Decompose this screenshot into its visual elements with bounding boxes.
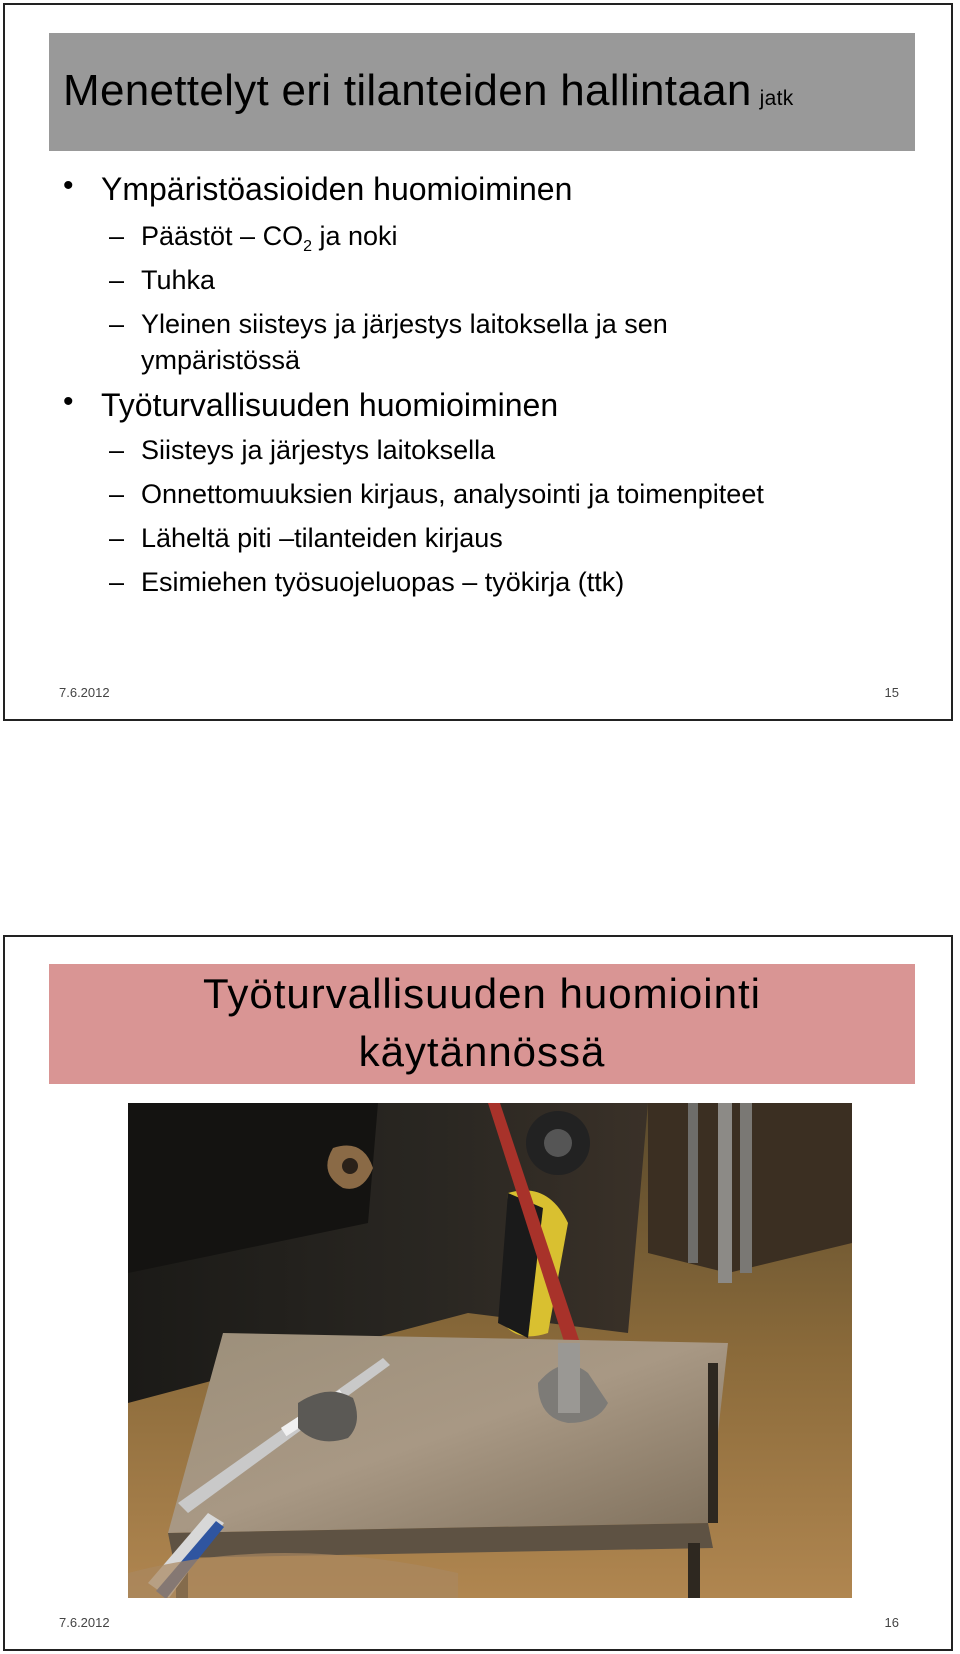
title-bar	[49, 964, 915, 1084]
workshop-photo	[128, 1103, 852, 1598]
page-number: 16	[884, 1615, 899, 1630]
slide-15: Menettelyt eri tilanteiden hallintaan jatk • Ympäristöasioiden huomioiminen – Päästöt – $CO_2$ ja noki – Tuhka – Yleinen siisteys ja järjestys laitoksella ja sen ympäristössä • Työturvallisuuden huomioiminen – Siisteys ja järjestys laitoksella – Onnettomuuksien kirjaus, analysointi ja toimenpiteet – Läheltä piti –tilanteiden kirjaus – Esimiehen työsuojeluopas – työkirja (ttk) 7.6.2012 15	[3, 3, 953, 721]
dash-marker: –	[109, 479, 125, 509]
bullet-dot: •	[63, 385, 74, 418]
slide-title-line1: Työturvallisuuden huomiointi	[203, 970, 761, 1017]
dash-marker: –	[109, 309, 125, 339]
bullet-dot: •	[63, 169, 74, 202]
dash-marker: –	[109, 265, 125, 295]
title-bar	[49, 33, 915, 151]
slide-title: Menettelyt eri tilanteiden hallintaan jatk	[63, 66, 794, 115]
footer-date: 7.6.2012	[59, 1615, 110, 1630]
slide-title-line2: käytännössä	[358, 1028, 606, 1075]
dash-marker: –	[109, 435, 125, 465]
slide-16	[3, 935, 953, 1651]
dash-marker: –	[109, 221, 125, 251]
dash-marker: –	[109, 567, 125, 597]
page-number: 15	[884, 685, 899, 700]
title-suffix: jatk	[759, 87, 794, 110]
footer-date: 7.6.2012	[59, 685, 110, 700]
dash-marker: –	[109, 523, 125, 553]
